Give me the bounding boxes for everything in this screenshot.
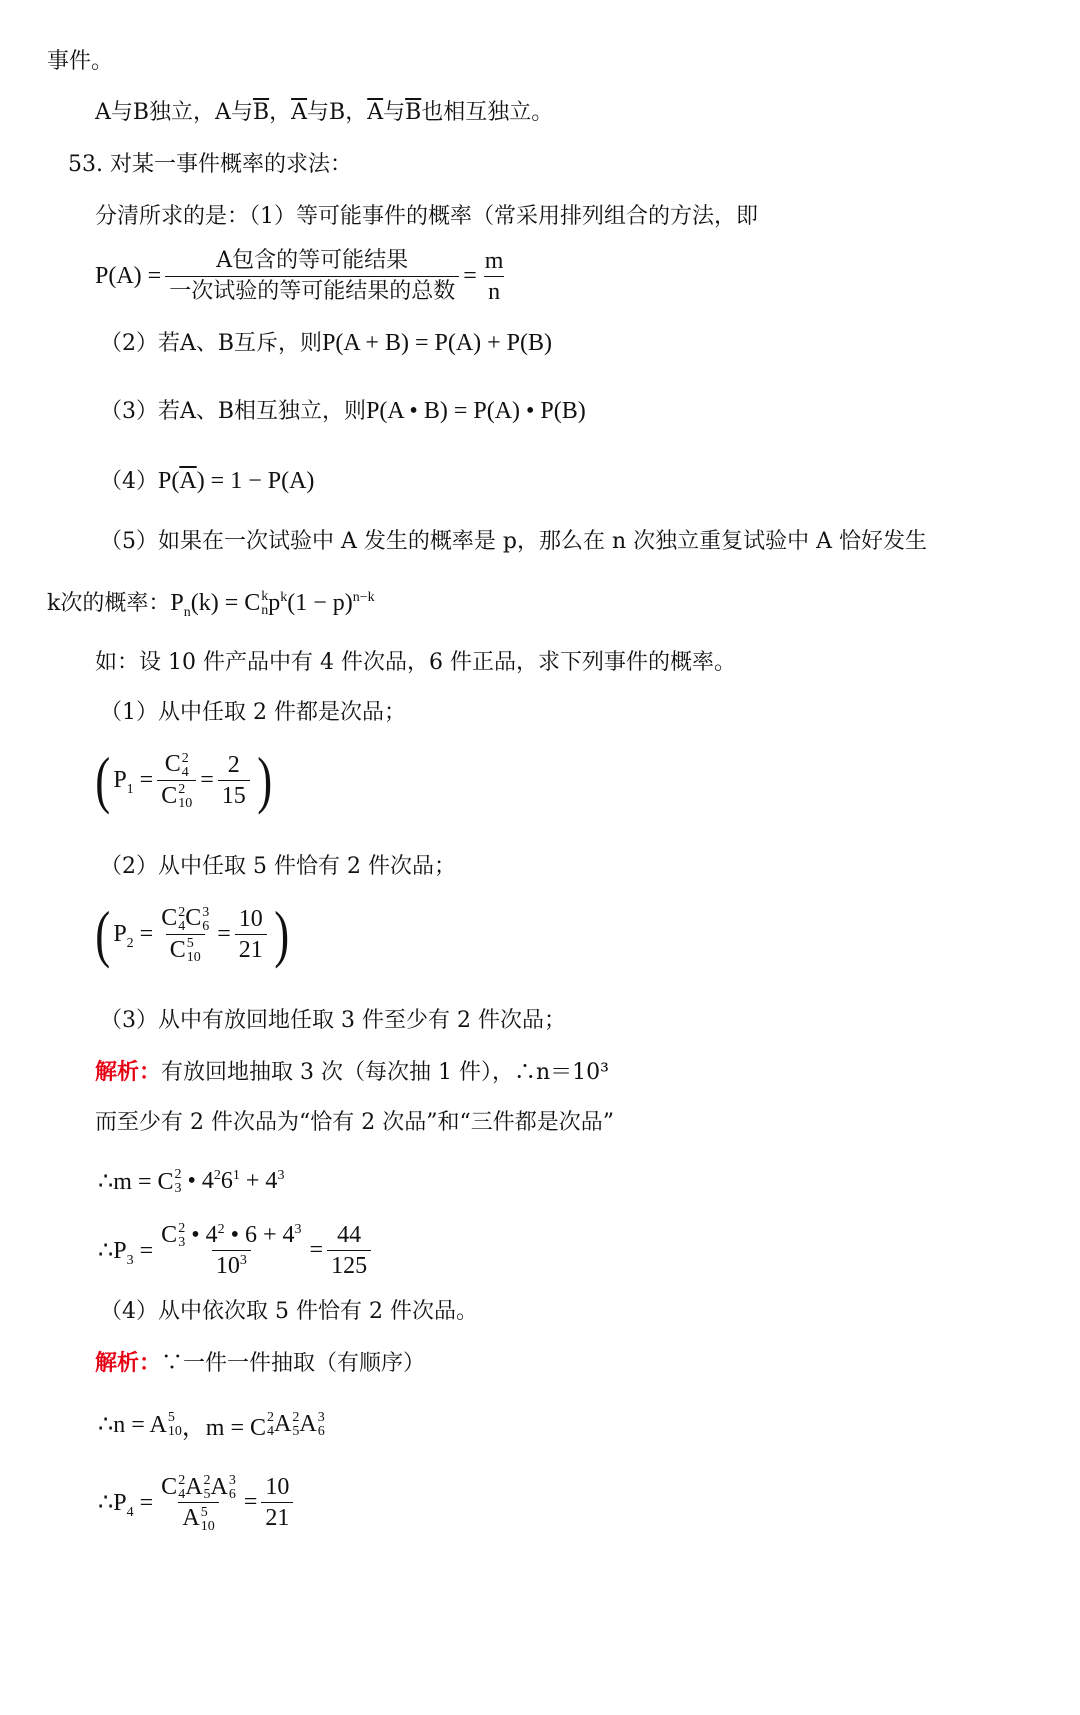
left-paren: ( xyxy=(95,898,111,969)
ind-bar-a2: $\overline{A}$ xyxy=(367,100,384,125)
answer-p4: $\therefore P_4$ = C 2 4 A 2 5 A 3 6 A 5 10 = $\frac{10}{21}$ xyxy=(98,1472,297,1534)
pa-denominator: 一次试验的等可能结果的总数 xyxy=(165,276,459,307)
ind-part-e: 与B， xyxy=(307,100,368,125)
binomial-formula: $P_n(k) = C$ k n $p^k(1 - p)^{n-k}$ xyxy=(170,589,375,620)
question-4: （4）从中依次取 5 件恰有 2 件次品。 xyxy=(100,1299,478,1324)
analysis-label-2: 解析： xyxy=(95,1350,162,1376)
analysis-3-text: 有放回地抽取 3 次（每次抽 1 件），∴n＝10³ xyxy=(161,1060,609,1085)
right-paren: ) xyxy=(273,898,289,969)
analysis-3 xyxy=(95,1057,609,1088)
pa-equals: = xyxy=(463,263,477,289)
rule2-text: （2）若A、B互斥，则 xyxy=(100,331,323,356)
text-line-1: 事件。 xyxy=(47,49,114,74)
p2-fraction: C 2 4 C 3 6 C 5 10 xyxy=(161,904,210,965)
p1-result: $\frac{2}{15}$ xyxy=(218,750,250,811)
analysis-4 xyxy=(95,1348,425,1379)
complement-rule xyxy=(100,466,314,497)
p3-fraction: C 2 3 • $4^2$ • $6 + 4^3$ $10^3$ xyxy=(161,1221,302,1280)
ind-part-a: A与B独立，A与 xyxy=(95,100,253,125)
m-formula: ∴m = C 2 3 • $4^26^1 + 4^3$ xyxy=(98,1166,285,1196)
right-paren: ) xyxy=(256,744,272,815)
answer-p2: ( $P_2$ = C 2 4 C 3 6 C 5 10 = $\frac{10}{21}$ ) xyxy=(95,898,289,969)
binomial-formula-line xyxy=(47,588,375,619)
rule4-formula: $P(\overline{A}) = 1 - P(A)$ xyxy=(158,468,315,494)
pa-left: P(A) = xyxy=(95,263,162,289)
n-m-formula: ∴n = A 5 10 ，m = C 2 4 A 2 5 A 3 6 xyxy=(98,1409,325,1441)
question-2: （2）从中任取 5 件恰有 2 件次品； xyxy=(100,854,456,879)
text-line-18: 而至少有 2 件次品为“恰有 2 次品”和“三件都是次品” xyxy=(95,1110,614,1135)
answer-p1: ( $P_1$ = C 2 4 C 2 10 = $\frac{2}{15}$ ) xyxy=(95,744,272,815)
rule4-text: （4） xyxy=(100,469,158,494)
ind-bar-b2: $\overline{B}$ xyxy=(405,100,422,125)
rule3-text: （3）若A、B相互独立，则 xyxy=(100,399,367,424)
text-line-4: 分清所求的是：（1）等可能事件的概率（常采用排列组合的方法，即 xyxy=(95,204,758,229)
p3-result: $\frac{44}{125}$ xyxy=(327,1220,371,1281)
ind-part-c: ， xyxy=(269,100,292,125)
p2-result: $\frac{10}{21}$ xyxy=(235,904,267,965)
analysis-label: 解析： xyxy=(95,1059,162,1085)
p4-fraction: C 2 4 A 2 5 A 3 6 A 5 10 xyxy=(161,1473,236,1534)
question-3: （3）从中有放回地任取 3 件至少有 2 件次品； xyxy=(100,1008,566,1033)
independence-statement xyxy=(95,98,553,128)
text-line-9: （5）如果在一次试验中 A 发生的概率是 p，那么在 n 次独立重复试验中 A 恰好发生 xyxy=(100,529,927,554)
question-1: （1）从中任取 2 件都是次品； xyxy=(100,700,406,725)
p1-fraction: C 2 4 C 2 10 xyxy=(157,749,196,811)
pa-mn-fraction xyxy=(481,246,508,307)
equally-likely-formula xyxy=(95,246,511,307)
answer-p3: $\therefore P_3$ = C 2 3 • $4^2$ • $6 + 4^3$ $10^3$ = $\frac{44}{125}$ xyxy=(98,1220,375,1281)
rule2-formula: P(A + B) = P(A) + P(B) xyxy=(322,330,553,356)
pa-n: n xyxy=(484,276,504,307)
analysis-4-text: ∵一件一件抽取（有顺序） xyxy=(161,1351,426,1376)
binomial-prefix: k次的概率： xyxy=(47,591,171,616)
ind-bar-b: $\overline{B}$ xyxy=(252,100,270,125)
rule3-formula: P(A • B) = P(A) • P(B) xyxy=(366,398,586,424)
mutually-exclusive-rule xyxy=(100,328,552,359)
section-53-heading: 53. 对某一事件概率的求法： xyxy=(68,152,352,177)
left-paren: ( xyxy=(95,744,111,815)
ind-bar-a: $\overline{A}$ xyxy=(291,100,308,125)
independent-rule xyxy=(100,396,586,427)
ind-part-i: 也相互独立。 xyxy=(421,100,554,125)
pa-fraction xyxy=(165,246,459,307)
pa-m: m xyxy=(484,248,504,274)
ind-part-g: 与 xyxy=(383,100,406,125)
p4-result: $\frac{10}{21}$ xyxy=(261,1472,293,1533)
pa-numerator: A包含的等可能结果 xyxy=(216,248,409,273)
example-intro: 如：设 10 件产品中有 4 件次品，6 件正品，求下列事件的概率。 xyxy=(95,650,736,675)
